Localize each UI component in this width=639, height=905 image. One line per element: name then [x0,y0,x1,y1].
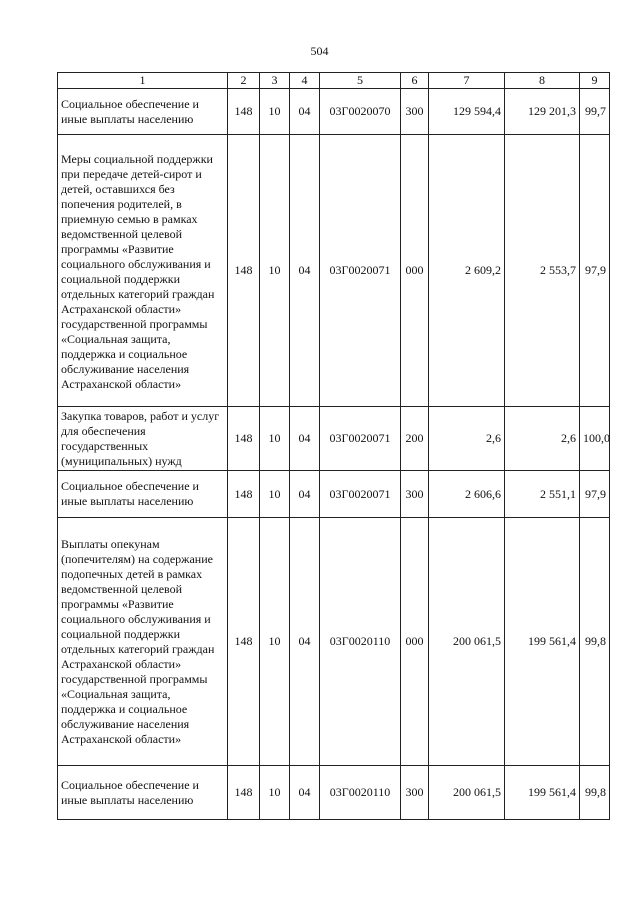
header-col-2: 2 [228,73,260,89]
cell-col-2: 148 [228,89,260,135]
cell-col-2: 148 [228,135,260,407]
cell-col-3: 10 [260,518,290,766]
table-row [58,89,610,135]
cell-col-7: 2 606,6 [429,471,505,518]
cell-col-4: 04 [290,471,320,518]
cell-col-5: 03Г0020110 [320,518,401,766]
cell-col-5: 03Г0020070 [320,89,401,135]
header-col-8: 8 [505,73,580,89]
cell-col-8: 2,6 [505,407,580,471]
cell-col-3: 10 [260,407,290,471]
cell-col-5: 03Г0020071 [320,471,401,518]
cell-col-8: 129 201,3 [505,89,580,135]
cell-col-9: 99,8 [580,766,610,820]
header-col-9: 9 [580,73,610,89]
row-name: Меры социальной поддержки при передаче детей-сирот и детей, оставшихся без попечения родителей, в приемную семью в рамках ведомственной целевой программы «Развитие социального обслуживания и социальной поддержки отдельных категорий граждан Астраханской области» государственной программы «Социальная защита, поддержка и социальное обслуживание населения Астраханской области» [58,135,228,407]
cell-col-7: 2,6 [429,407,505,471]
table-row [58,471,610,518]
header-row [58,73,610,89]
row-name: Закупка товаров, работ и услуг для обеспечения государственных (муниципальных) нужд [58,407,228,471]
row-name: Социальное обеспечение и иные выплаты населению [58,471,228,518]
cell-col-6: 300 [401,89,429,135]
cell-col-7: 200 061,5 [429,766,505,820]
cell-col-8: 2 553,7 [505,135,580,407]
row-name: Социальное обеспечение и иные выплаты населению [58,766,228,820]
cell-col-4: 04 [290,89,320,135]
cell-col-4: 04 [290,766,320,820]
header-col-1: 1 [58,73,228,89]
cell-col-3: 10 [260,135,290,407]
cell-col-6: 300 [401,471,429,518]
cell-col-5: 03Г0020110 [320,766,401,820]
header-col-4: 4 [290,73,320,89]
cell-col-9: 99,7 [580,89,610,135]
cell-col-6: 000 [401,135,429,407]
cell-col-4: 04 [290,518,320,766]
header-col-3: 3 [260,73,290,89]
cell-col-7: 2 609,2 [429,135,505,407]
cell-col-6: 000 [401,518,429,766]
cell-col-7: 129 594,4 [429,89,505,135]
cell-col-6: 200 [401,407,429,471]
cell-col-3: 10 [260,766,290,820]
cell-col-9: 100,0 [580,407,610,471]
budget-table [57,72,610,820]
table-row [58,766,610,820]
cell-col-4: 04 [290,407,320,471]
header-col-5: 5 [320,73,401,89]
table-row [58,407,610,471]
table-row [58,518,610,766]
cell-col-6: 300 [401,766,429,820]
cell-col-9: 99,8 [580,518,610,766]
cell-col-5: 03Г0020071 [320,135,401,407]
cell-col-2: 148 [228,766,260,820]
row-name: Социальное обеспечение и иные выплаты населению [58,89,228,135]
header-col-7: 7 [429,73,505,89]
cell-col-5: 03Г0020071 [320,407,401,471]
page-number: 504 [310,44,329,58]
table-row [58,135,610,407]
cell-col-8: 199 561,4 [505,518,580,766]
cell-col-2: 148 [228,471,260,518]
cell-col-8: 199 561,4 [505,766,580,820]
cell-col-3: 10 [260,471,290,518]
row-name: Выплаты опекунам (попечителям) на содержание подопечных детей в рамках ведомственной целевой программы «Развитие социального обслуживания и социальной поддержки отдельных категорий граждан Астраханской области» государственной программы «Социальная защита, поддержка и социальное обслуживание населения Астраханской области» [58,518,228,766]
cell-col-2: 148 [228,518,260,766]
cell-col-9: 97,9 [580,471,610,518]
cell-col-4: 04 [290,135,320,407]
cell-col-8: 2 551,1 [505,471,580,518]
cell-col-9: 97,9 [580,135,610,407]
header-col-6: 6 [401,73,429,89]
cell-col-3: 10 [260,89,290,135]
cell-col-2: 148 [228,407,260,471]
cell-col-7: 200 061,5 [429,518,505,766]
